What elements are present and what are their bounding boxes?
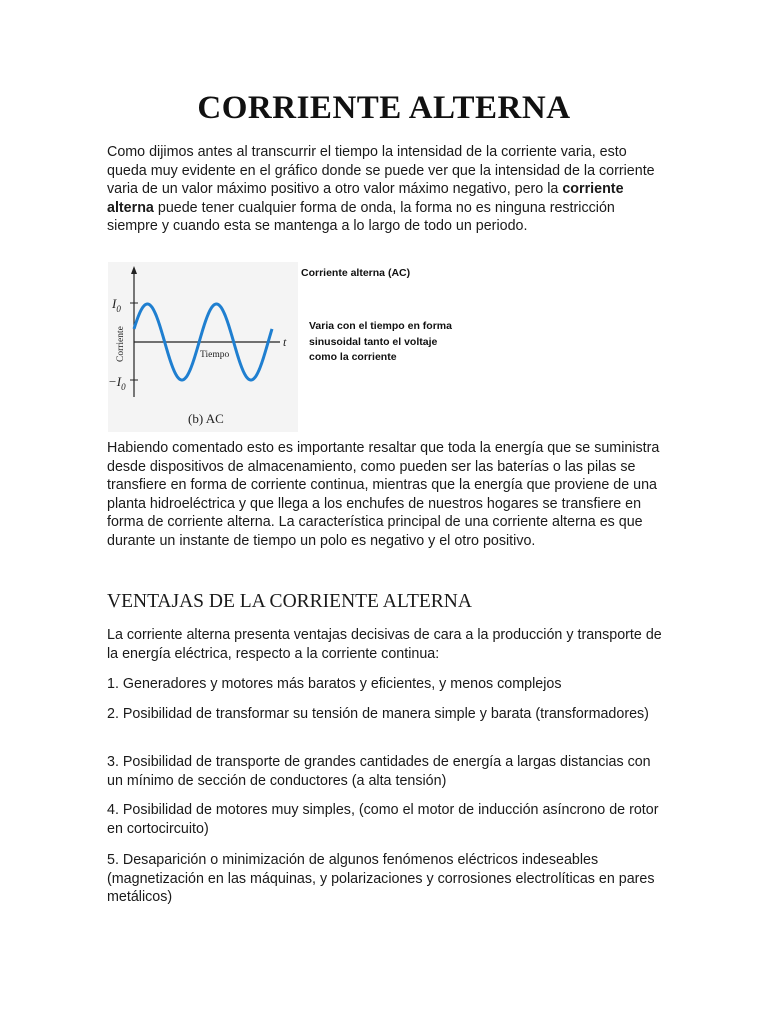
intro-bold-term: corriente alterna [107, 181, 624, 216]
paragraph-ventajas-intro: La corriente alterna presenta ventajas decisivas de cara a la producción y transporte de la energía eléctrica, respecto a la corriente continua: [107, 627, 662, 662]
list-item: 4. Posibilidad de motores muy simples, (como el motor de inducción asíncrono de rotor en cortocircuito) [107, 802, 659, 837]
intro-text-before: Como dijimos antes al transcurrir el tiempo la intensidad de la corriente varia, esto queda muy evidente en el gráfico donde se puede ver que la intensidad de la corriente varia de un valor máximo positivo a otro valor máximo negativo, pero la [107, 144, 655, 198]
figure-caption-title: Corriente alterna (AC) [301, 267, 411, 279]
section-heading: VENTAJAS DE LA CORRIENTE ALTERNA [107, 591, 472, 612]
figure-sublabel: (b) AC [188, 411, 224, 426]
page-title: CORRIENTE ALTERNA [197, 90, 571, 126]
intro-paragraph [107, 143, 667, 236]
list-item: 3. Posibilidad de transporte de grandes cantidades de energía a largas distancias con un mínimo de sección de conductores (a alta tensión) [107, 754, 651, 789]
x-axis-label: t [283, 335, 287, 349]
ac-graph [108, 262, 298, 432]
list-item: 5. Desaparición o minimización de algunos fenómenos eléctricos indeseables (magnetización en las máquinas, y polarizaciones y corrosiones electrolíticas en pares metálicos) [107, 852, 655, 906]
paragraph-energy: Habiendo comentado esto es importante resaltar que toda la energía que se suministra desde dispositivos de almacenamiento, como pueden ser las baterías o las pilas se transfiere en forma de corriente continua, mientras que la energía que proviene de una planta hidroeléctrica y que llega a los enchufes de nuestros hogares se transfiere en forma de corriente alterna. La característica principal de una corriente alterna es que durante un instante de tiempo un polo es negativo y el otro positivo. [107, 440, 660, 549]
ac-figure [108, 262, 453, 432]
x-inner-label: Tiempo [200, 350, 230, 360]
y-min-label: $-I_0$ [108, 374, 126, 392]
intro-text-after: puede tener cualquier forma de onda, la forma no es ninguna restricción siempre y cuando esta se mantenga a lo largo de todo un periodo. [107, 199, 615, 235]
y-max-label: $I_0$ [112, 296, 121, 314]
figure-caption-desc: Varia con el tiempo en forma sinusoidal tanto el voltaje como la corriente [309, 320, 452, 364]
list-item: 2. Posibilidad de transformar su tensión de manera simple y barata (transformadores) [107, 706, 649, 722]
list-item: 1. Generadores y motores más baratos y eficientes, y menos complejos [107, 676, 562, 692]
y-axis-label: Corriente [116, 326, 126, 362]
